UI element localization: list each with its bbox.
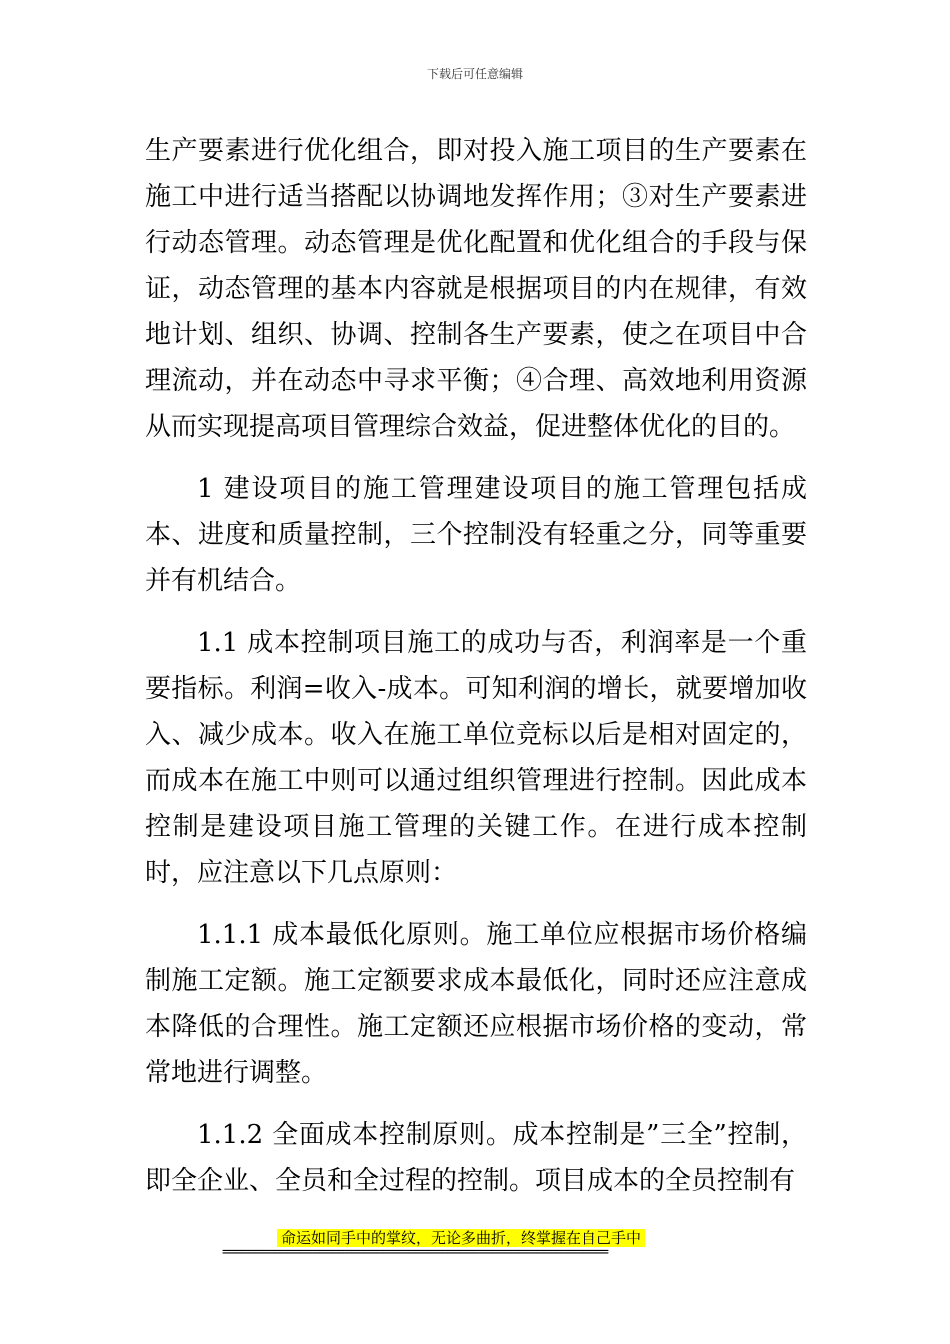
paragraph-resource-optimization: 生产要素进行优化组合，即对投入施工项目的生产要素在施工中进行适当搭配以协调地发挥作用；③对生产要素进行动态管理。动态管理是优化配置和优化组合的手段与保证，动态管理的基本内容就是根据项目的内在规律，有效地计划、组织、协调、控制各生产要素，使之在项目中合理流动，并在动态中寻求平衡；④合理、高效地利用资源从而实现提高项目管理综合效益，促进整体优化的目的。 [145,136,807,442]
footer-rule: ============================================================ [222,1246,608,1260]
paragraph-section-1-1: 1.1 成本控制项目施工的成功与否，利润率是一个重要指标。利润=收入-成本。可知利润的增长，就要增加收入、减少成本。收入在施工单位竞标以后是相对固定的，而成本在施工中则可以通过组织管理进行控制。因此成本控制是建设项目施工管理的关键工作。在进行成本控制时，应注意以下几点原则： [145,628,807,888]
document-body [145,128,807,1220]
header-note: 下载后可任意编辑 [426,67,523,81]
paragraph-section-1: 1 建设项目的施工管理建设项目的施工管理包括成本、进度和质量控制，三个控制没有轻重之分，同等重要并有机结合。 [145,474,807,596]
paragraph-section-1-1-1: 1.1.1 成本最低化原则。施工单位应根据市场价格编制施工定额。施工定额要求成本最低化，同时还应注意成本降低的合理性。施工定额还应根据市场价格的变动，常常地进行调整。 [145,920,807,1088]
paragraph-section-1-1-2: 1.1.2 全面成本控制原则。成本控制是”三全”控制，即全企业、全员和全过程的控制。项目成本的全员控制有 [145,1120,807,1196]
footer-motto: 命运如同手中的掌纹，无论多曲折，终掌握在自己手中 [277,1229,645,1247]
